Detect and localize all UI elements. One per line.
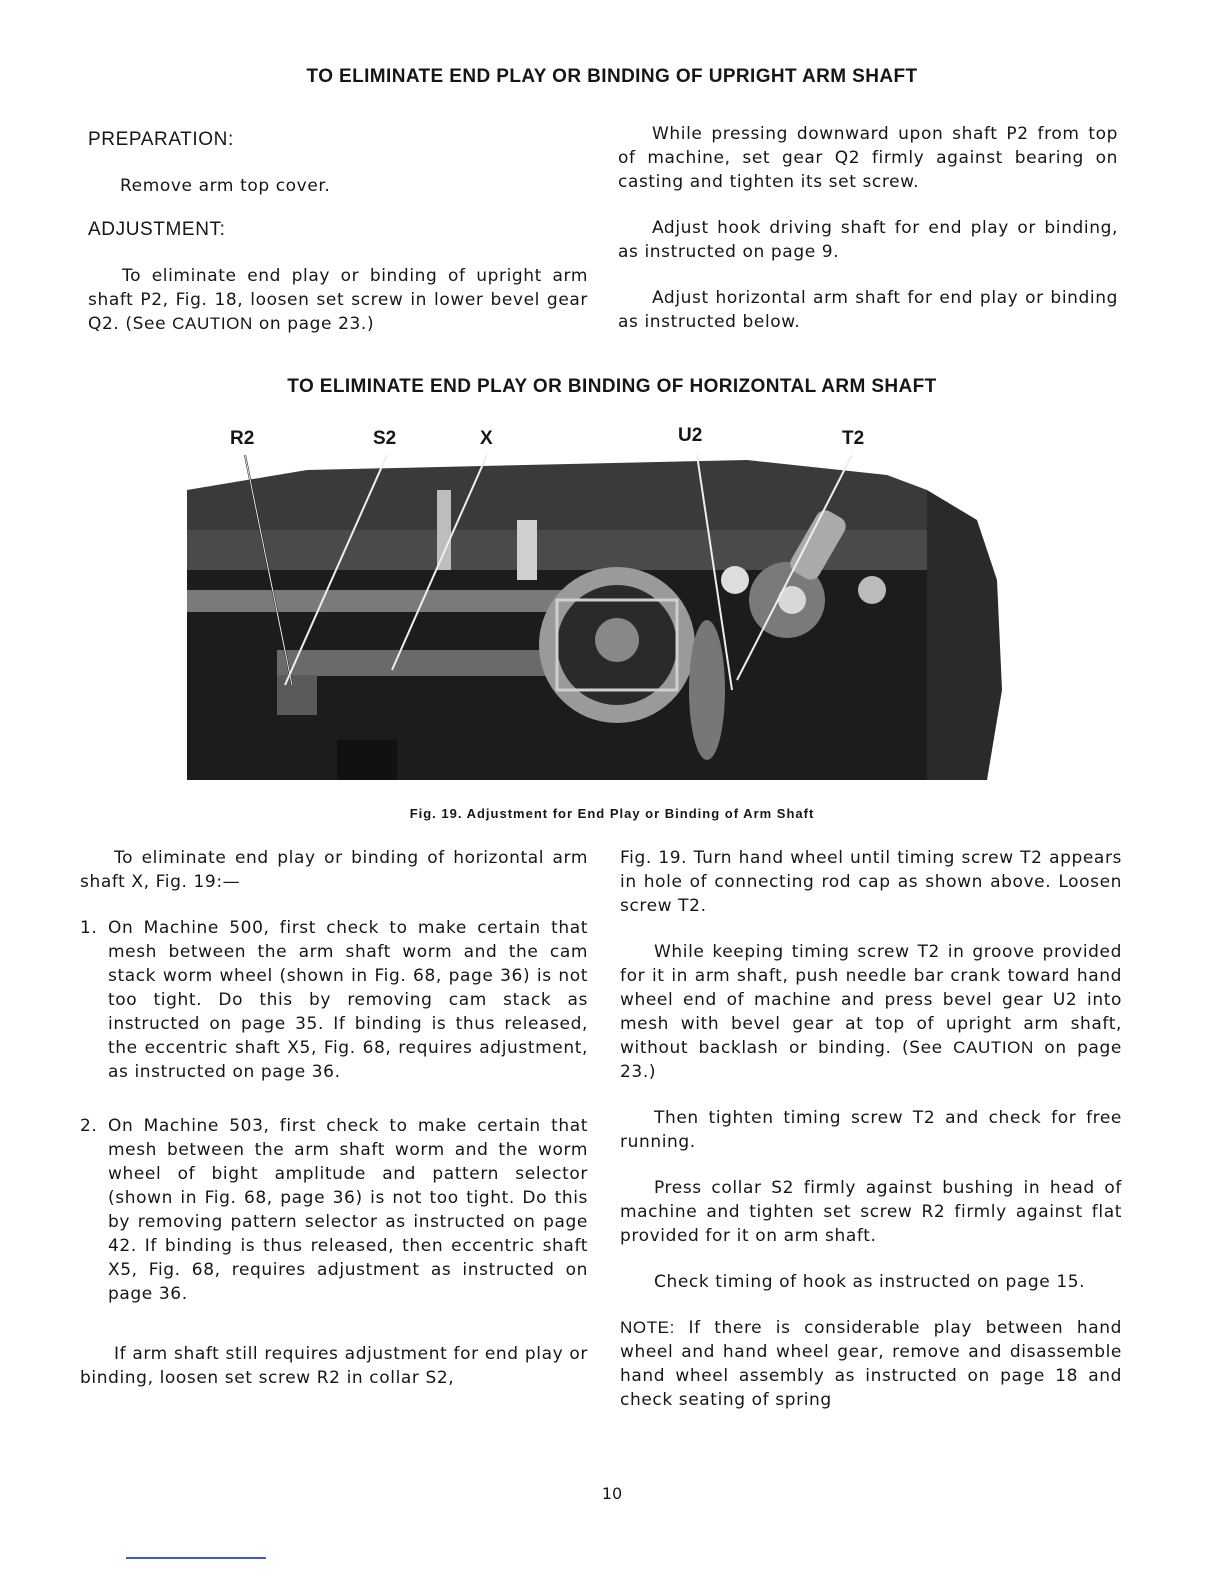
footer-rule <box>126 1557 266 1559</box>
right-bottom-paragraph-5: Check timing of hook as instructed on page 15. <box>654 1272 1086 1292</box>
set-screw-r2-area <box>277 675 317 715</box>
note-paragraph: NOTE: If there is considerable play between hand wheel and hand wheel gear, remove and disassemble hand wheel assembly as instructed on page 18 and check seating of spring <box>620 1318 1122 1410</box>
callout-u2: U2 <box>678 425 703 446</box>
page-number: 10 <box>601 1484 623 1503</box>
right-bottom-paragraph-2: While keeping timing screw T2 in groove provided for it in arm shaft, push needle bar crank toward hand wheel end of machine and press bevel gear U2 into mesh with bevel gear at top of upright arm shaft, without backlash or binding. (See CAUTION on page 23.) <box>620 942 1122 1082</box>
right-top-paragraph-1: While pressing downward upon shaft P2 from top of machine, set gear Q2 firmly against bearing on casting and tighten its set screw. <box>618 124 1118 192</box>
machine-photo-figure <box>187 450 1037 780</box>
lower-left-column <box>80 846 588 1412</box>
adjustment-text: To eliminate end play or binding of upright arm shaft P2, Fig. 18, loosen set screw in lower bevel gear Q2. (See CAUTION on page 23.) <box>88 266 588 334</box>
collar-s2-part <box>517 520 537 580</box>
note-label: NOTE: <box>620 1318 675 1337</box>
figure-caption: Fig. 19. Adjustment for End Play or Binding of Arm Shaft <box>409 806 815 821</box>
bevel-gear-u2 <box>689 620 725 760</box>
caution-word: CAUTION <box>953 1038 1034 1057</box>
callout-t2: T2 <box>842 428 865 449</box>
heading-upright-arm-shaft: TO ELIMINATE END PLAY OR BINDING OF UPRIGHT ARM SHAFT <box>306 66 918 87</box>
callout-s2: S2 <box>373 428 397 449</box>
caution-word: CAUTION <box>172 314 253 333</box>
step-item: 1. On Machine 500, first check to make certain that mesh between the arm shaft worm and the cam stack worm wheel (shown in Fig. 68, page 36) is not too tight. Do this by removing cam stack as instructed on page 35. If binding is thus released, the eccentric shaft X5, Fig. 68, requires adjustment, as instructed on page 36. <box>80 918 588 1082</box>
preparation-text: Remove arm top cover. <box>120 176 331 196</box>
hand-wheel-edge <box>927 490 1002 780</box>
upper-left-column <box>88 128 588 358</box>
left-bottom-paragraph: If arm shaft still requires adjustment for end play or binding, loosen set screw R2 in collar S2, <box>80 1344 588 1388</box>
right-bottom-paragraph-3: Then tighten timing screw T2 and check for free running. <box>620 1108 1122 1152</box>
left-intro: To eliminate end play or binding of horizontal arm shaft X, Fig. 19:— <box>80 848 588 892</box>
right-bottom-paragraph-4: Press collar S2 firmly against bushing in head of machine and tighten set screw R2 firmly against flat provided for it on arm shaft. <box>620 1178 1122 1246</box>
preparation-label: PREPARATION: <box>88 129 234 150</box>
steps-list <box>80 916 588 1306</box>
heading-horizontal-arm-shaft: TO ELIMINATE END PLAY OR BINDING OF HORIZONTAL ARM SHAFT <box>287 376 937 397</box>
right-bottom-paragraph-1: Fig. 19. Turn hand wheel until timing screw T2 appears in hole of connecting rod cap as shown above. Loosen screw T2. <box>620 848 1122 916</box>
callout-x: X <box>480 428 493 449</box>
right-top-paragraph-2: Adjust hook driving shaft for end play or binding, as instructed on page 9. <box>618 218 1118 262</box>
base-bracket <box>337 740 397 780</box>
adjustment-label: ADJUSTMENT: <box>88 219 226 240</box>
callout-r2: R2 <box>230 428 255 449</box>
upper-right-column <box>618 122 1118 356</box>
upright-shaft-p2 <box>437 490 451 570</box>
arm-shaft-x <box>187 590 607 612</box>
step-item: 2. On Machine 503, first check to make certain that mesh between the arm shaft worm and the worm wheel of bight amplitude and pattern selector (shown in Fig. 68, page 36) is not too tight. Do this by removing pattern selector as instructed on page 42. If binding is thus released, then eccentric shaft X5, Fig. 68, requires adjustment as instructed on page 36. <box>80 1116 588 1304</box>
set-screw-head <box>858 576 886 604</box>
bushing-detail <box>721 566 749 594</box>
right-top-paragraph-3: Adjust horizontal arm shaft for end play or binding as instructed below. <box>618 288 1118 332</box>
lower-right-column <box>620 846 1122 1434</box>
hook-center <box>595 618 639 662</box>
